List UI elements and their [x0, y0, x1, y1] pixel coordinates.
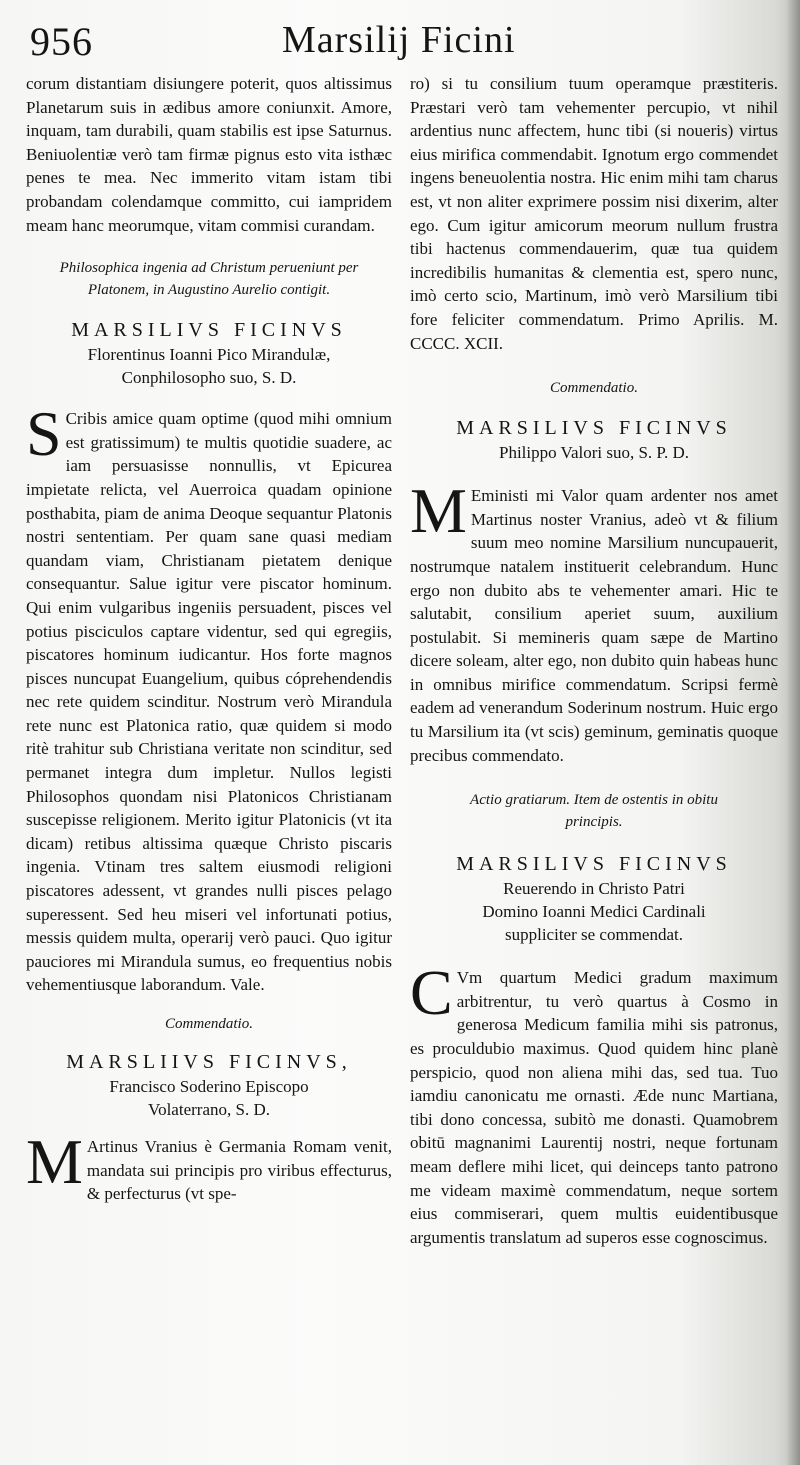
continued-letter-text: corum distantiam disiungere poterit, quos altissimus Planetarum suis in ædibus amore coniunxit. Amore, inquam, tam durabili, quam stabilis est ipse Saturnus. Beniuolentiæ verò tam firmæ pignus esto vita isthæc penes te mea. Nec immerito vitam istam tibi probandam colendamque committo, cui iampridem meam hanc meorumque, vitam commisi curandam. [26, 74, 392, 235]
drop-cap: C [410, 957, 453, 1029]
letter-rubric: Philosophica ingenia ad Christum perueniunt per Platonem, in Augustino Aurelio contigit. [59, 260, 359, 299]
drop-cap: S [26, 398, 62, 470]
letter-rubric: Commendatio. [550, 380, 638, 397]
continued-letter-text: ro) si tu consilium tuum operamque præstiteris. Præstari verò tam vehementer percupio, vt nihil ardentius nunc affectem, hunc tibi (si noueris) virtus eius mirifica commendabit. Ignotum ergo commendet ingens beneuolentia nostra. Hic enim mihi tam charus est, vt non aliter exprimere possim nisi dixerim, alter ego. Cum igitur amicorum meorum nullum frustra tibi hactenus commendauerim, quæ tua quidem incredibilis humanitas & clementia est, spero nunc, imò certo scio, Martinum, imò verò Marsilium tibi fore feliciter commendatum. Primo Aprilis. M. CCCC. XCII. [410, 74, 778, 353]
letter-body [410, 475, 778, 767]
letter-sender: MARSLIIVS FICINVS, [66, 1051, 352, 1073]
letter-body-text: Artinus Vranius è Germania Romam venit, mandata sui principis pro viribus effecturus, & perfecturus (vt spe- [86, 1137, 392, 1204]
page-header [0, 12, 800, 72]
letter-sender: MARSILIVS FICINVS [456, 853, 732, 876]
letter-body [26, 1126, 392, 1206]
letter-rubric: Actio gratiarum. Item de ostentis in obitu principis. [470, 792, 718, 831]
page-edge-shadow [786, 0, 800, 1465]
letter-sender: MARSILIVS FICINVS [71, 319, 347, 342]
letter-body-text: Vm quartum Medici gradum maximum arbitrentur, tu verò quartus à Cosmo in generosa Medicum familia mihi sis patronus, es proculdubio maximus. Quod quidem hinc planè perspicio, quod non aliena mihi das, sed tua. Tuo iamdiu canonicatu me ornasti. Æde nunc Martiana, tibi dono concessa, subitò me donasti. Quamobrem obitū magnanimi Laurentij nostri, neque fortunam meam deflere mihi licet, qui deinceps tanto patrono me videam maximè commendatum, neque sortem eius commiserari, quem multis euidentibusque argumentis translatum ad superos esse cognoscimus. [410, 968, 778, 1247]
left-column [26, 72, 392, 1206]
letter-address: Francisco Soderino Episcopo Volaterrano, S. D. [109, 1077, 309, 1119]
letter-address: Philippo Valori suo, S. P. D. [498, 443, 690, 463]
right-column [410, 72, 778, 1249]
letter-body [410, 957, 778, 1249]
page-number: 956 [30, 19, 93, 64]
running-title: Marsilij Ficini [282, 19, 516, 61]
letter-body-text: Eministi mi Valor quam ardenter nos amet Martinus noster Vranius, adeò vt & filium suum meo nomine Marsilium nuncupauerit, nostrumque natalem instituerit celebrandum. Hunc ergo non dubito abs te vehementer amari. Hic te salutabit, consilium aperiet suum, auxilium postulabit. Si memineris quam sæpe de Martino dicere soleam, alter ego, non dubito quin habeas hunc in omnibus mirifice commendatum. Scripsi fermè eadem ad venerandum Soderinum nostrum. Huic ergo tu Marsilium ita (vt scis) geminum, geminatis quoque precibus commendato. [410, 486, 778, 765]
drop-cap: M [26, 1126, 83, 1197]
letter-sender: MARSILIVS FICINVS [456, 417, 732, 440]
letter-address: Reuerendo in Christo Patri Domino Ioanni Medici Cardinali suppliciter se commendat. [482, 879, 706, 945]
drop-cap: M [410, 475, 467, 547]
letter-body [26, 398, 392, 997]
letter-rubric: Commendatio. [165, 1016, 253, 1032]
letter-body-text: Cribis amice quam optime (quod mihi omnium est gratissimum) te multis quotidie suadere, ac iam persuasisse nonnullis, vt Epicurea impietate relicta, vel Auerroica quadam opinione posthabita, piam de anima Deoque sequantur Platonis nostri sententiam. Per quam sane quasi mediam quandam viam, Christianam pietatem denique consequantur. Salue igitur vere piscator hominum. Qui enim vulgaribus ingeniis persuadent, pisces vel potius pisciculos captare videntur, sed qui egregiis, piscatores hominum iudicantur. Hos forte magnos pisces nuncupat Euangelium, quibus cóprehendendis nec rete quidem scinditur. Nostrum verò Mirandula rete nunc est Platonica ratio, quæ quidem si modo ritè trahitur sub Christiana veritate non scinditur, sed permanet integra dum impletur. Nullos legisti Philosophos quondam nisi Platonicos Christianam suscepisse religionem. Merito igitur Platonicis (vt ita dicam) retibus altissima quæque Christo piscaris ingenia. Vtinam tres saltem eiusmodi religioni piscatores adessent, vt grandes nulli pisces pelago superessent. Sed heu miseri vel infortunati potius, messis quidem multa, operarij verò pauci. Quo igitur pauciores mi Mirandula sumus, eo frequentius nobis vehementiusque laborandum. Vale. [26, 409, 392, 995]
letter-address: Florentinus Ioanni Pico Mirandulæ, Conphilosopho suo, S. D. [87, 345, 331, 388]
